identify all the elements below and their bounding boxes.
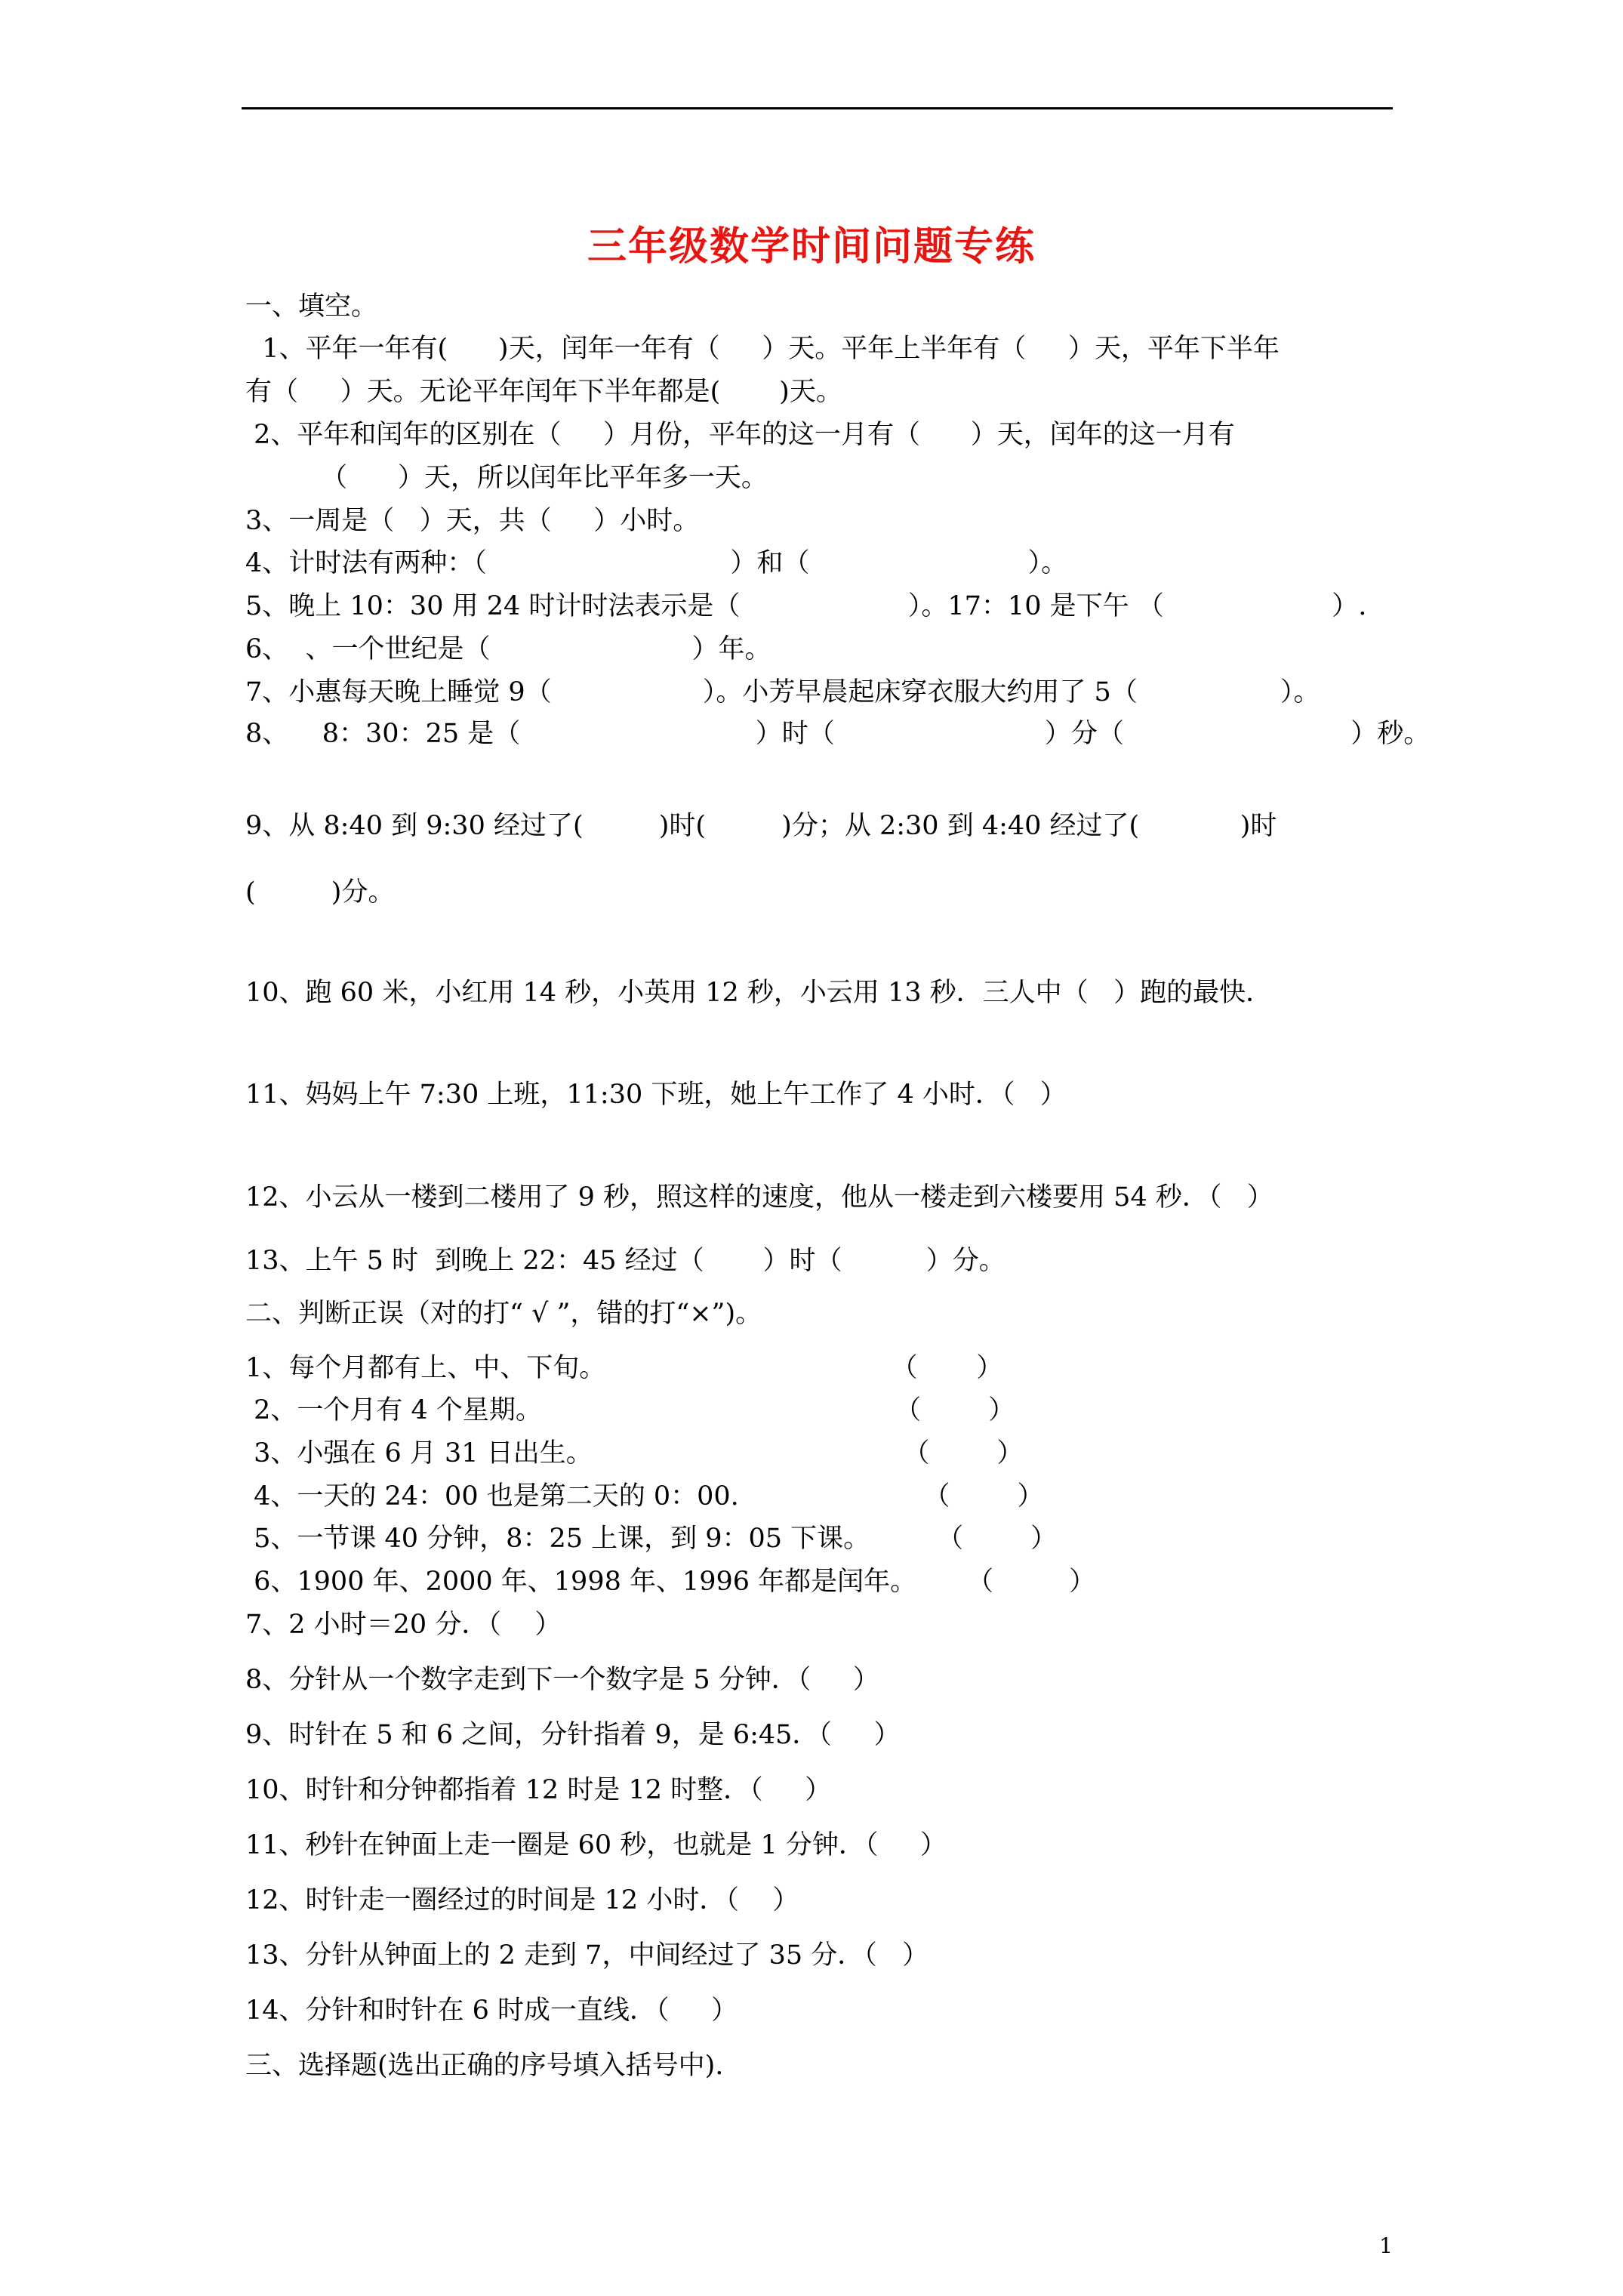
question-line: 9、从 8:40 到 9:30 经过了( )时( )分；从 2:30 到 4:40 经过了( )时 — [245, 811, 1277, 841]
question-line: 6、 、一个世纪是（ ）年。 — [245, 634, 771, 664]
question-line: （ ）天，所以闰年比平年多一天。 — [245, 463, 768, 493]
page-title: 三年级数学时间问题专练 — [587, 223, 1036, 270]
question-line: 13、分针从钟面上的 2 走到 7，中间经过了 35 分．（ ） — [245, 1940, 929, 1971]
question-line: 3、小强在 6 月 31 日出生。 （ ） — [245, 1438, 1024, 1469]
question-line: 11、妈妈上午 7:30 上班，11:30 下班，她上午工作了 4 小时．（ ） — [245, 1080, 1067, 1110]
question-line: 8、分针从一个数字走到下一个数字是 5 分钟．（ ） — [245, 1665, 879, 1695]
question-line: 9、时针在 5 和 6 之间，分针指着 9，是 6:45．（ ） — [245, 1720, 901, 1750]
question-line: 1、平年一年有( )天，闰年一年有（ ）天。平年上半年有（ ）天，平年下半年 — [245, 334, 1280, 364]
question-line: 7、2 小时＝20 分．（ ） — [245, 1610, 562, 1640]
question-line: 2、一个月有 4 个星期。 （ ） — [245, 1395, 1015, 1425]
section-heading-true-false: 二、判断正误（对的打“ √ ”，错的打“×”)。 — [245, 1299, 762, 1329]
question-line: 14、分针和时针在 6 时成一直线．（ ） — [245, 1996, 738, 2026]
question-line: ( )分。 — [245, 877, 395, 908]
question-line: 3、一周是（ ）天，共（ ）小时。 — [245, 506, 700, 536]
question-line: 13、上午 5 时 到晚上 22：45 经过（ ）时（ ）分。 — [245, 1246, 1006, 1276]
question-line: 4、计时法有两种：（ ）和（ ）。 — [245, 548, 1068, 578]
question-line: 10、时针和分钟都指着 12 时是 12 时整．（ ） — [245, 1775, 832, 1805]
section-heading-multiple-choice: 三、选择题(选出正确的序号填入括号中). — [245, 2051, 724, 2081]
question-line: 8、 8：30：25 是（ ）时（ ）分（ ）秒。 — [245, 719, 1431, 749]
question-line: 2、平年和闰年的区别在（ ）月份，平年的这一月有（ ）天，闰年的这一月有 — [245, 420, 1235, 450]
question-line: 12、小云从一楼到二楼用了 9 秒，照这样的速度，他从一楼走到六楼要用 54 秒．（ ） — [245, 1182, 1273, 1213]
header-rule — [242, 107, 1393, 109]
question-line: 10、跑 60 米，小红用 14 秒，小英用 12 秒，小云用 13 秒．三人中（ ）跑的最快． — [245, 978, 1273, 1008]
question-line: 1、每个月都有上、中、下旬。 （ ） — [245, 1353, 1003, 1383]
question-line: 有（ ）天。无论平年闰年下半年都是( )天。 — [245, 377, 842, 407]
question-line: 4、一天的 24：00 也是第二天的 0：00. （ ） — [245, 1481, 1044, 1512]
question-line: 12、时针走一圈经过的时间是 12 小时．（ ） — [245, 1885, 799, 1915]
question-line: 5、一节课 40 分钟，8：25 上课，到 9：05 下课。 （ ） — [245, 1524, 1058, 1554]
question-line: 5、晚上 10：30 用 24 时计时法表示是（ ）。17：10 是下午 （ ）. — [245, 591, 1367, 621]
section-heading-fill-blank: 一、填空。 — [245, 291, 378, 322]
question-line: 6、1900 年、2000 年、1998 年、1996 年都是闰年。 （ ） — [245, 1567, 1096, 1597]
question-line: 11、秒针在钟面上走一圈是 60 秒，也就是 1 分钟．（ ） — [245, 1830, 947, 1860]
question-line: 7、小惠每天晚上睡觉 9（ ）。小芳早晨起床穿衣服大约用了 5（ ）。 — [245, 677, 1320, 707]
page-number: 1 — [1379, 2233, 1393, 2258]
